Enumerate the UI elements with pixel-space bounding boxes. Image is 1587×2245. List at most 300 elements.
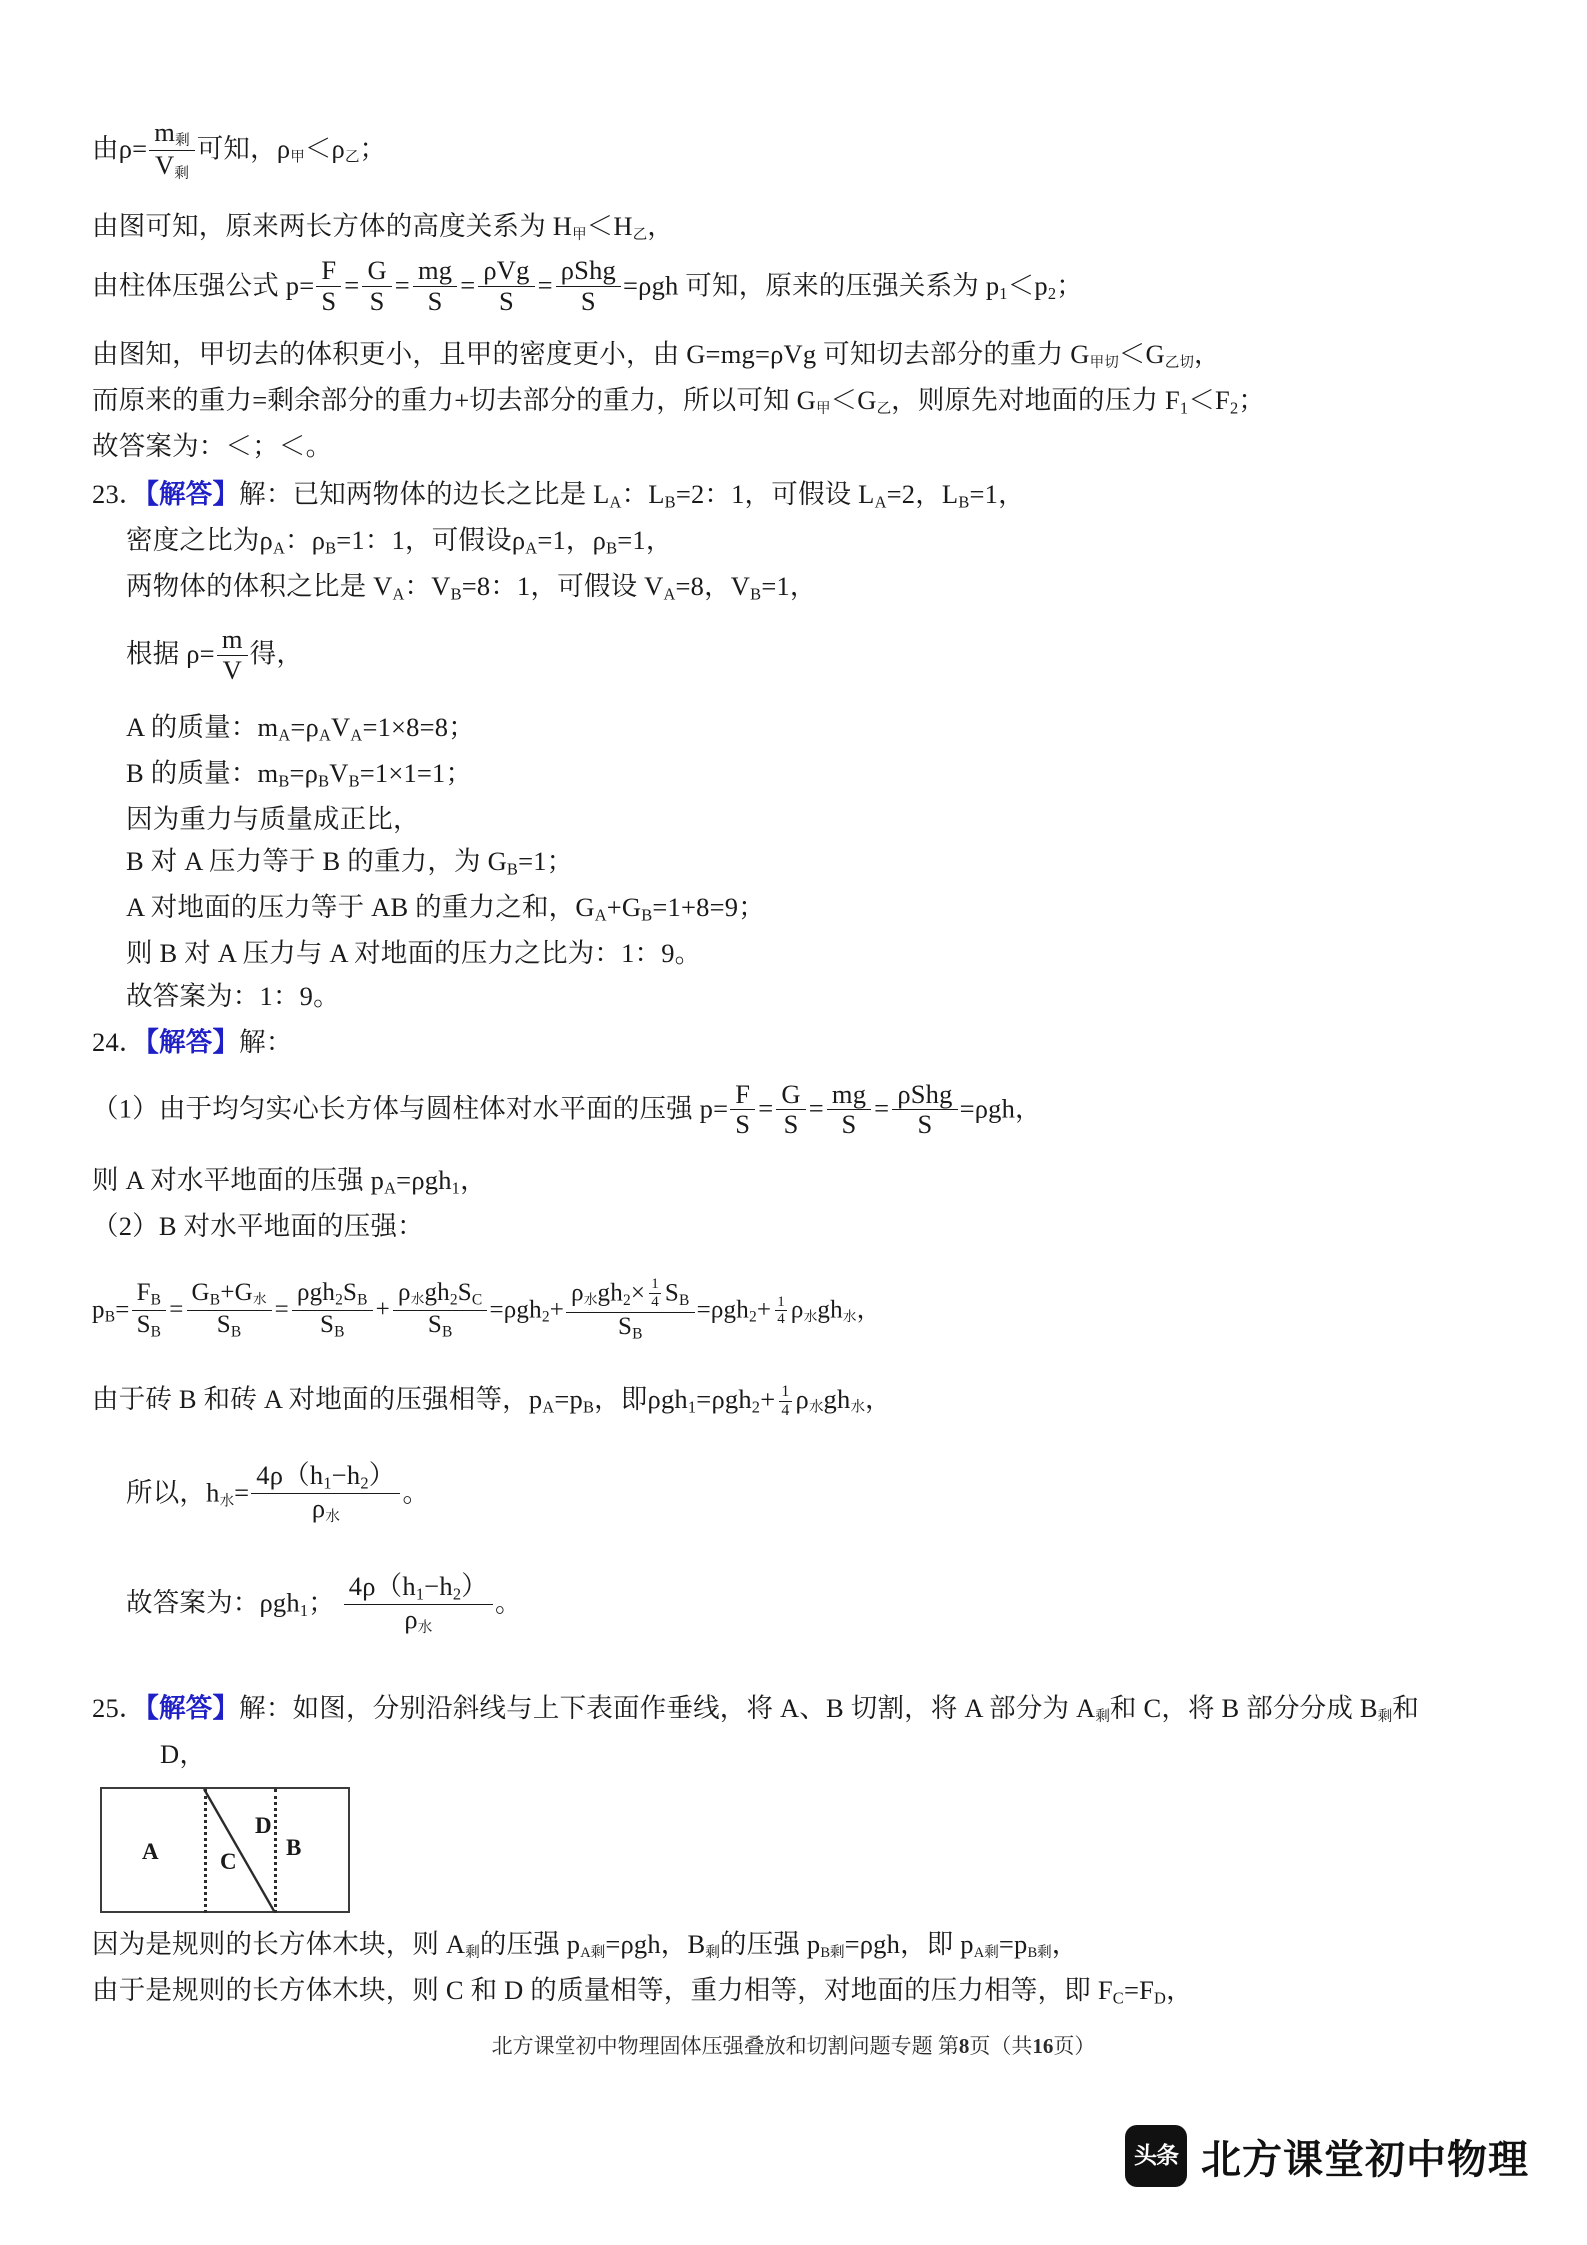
text: 如图，分别沿斜线与上下表面作垂线，将 A、B 切割，将 A 部分为 A — [292, 1693, 1096, 1724]
text: B 对 A 压力等于 B 的重力，为 G — [126, 846, 507, 877]
fraction-rhowater-gh2-quarter-SB-over-SB — [566, 1278, 694, 1343]
text: =2：1，可假设 L — [675, 479, 875, 510]
text: ：V — [404, 571, 451, 602]
numerator-subscript: 剩 — [175, 132, 190, 149]
sec22-line-5 — [92, 384, 1512, 418]
brand-name: 北方课堂初中物理 — [1201, 2137, 1529, 2182]
subscript: 乙切 — [1164, 354, 1194, 371]
text: 。 — [402, 1477, 430, 1508]
fraction-one-quarter — [772, 1295, 790, 1329]
text: 密度之比为ρ — [126, 525, 273, 556]
numerator: F — [730, 1081, 755, 1111]
brand-watermark — [1125, 2125, 1529, 2187]
text: =ρgh — [696, 1383, 752, 1414]
subscript: B — [334, 1323, 345, 1341]
rho-symbol: ρ — [276, 133, 291, 164]
text: ，则原先对地面的压力 F — [891, 384, 1180, 415]
text: 已知两物体的边长之比是 L — [292, 479, 610, 510]
numerator: G — [776, 1081, 805, 1111]
text: ， — [865, 1383, 892, 1414]
less-than: ＜ — [586, 211, 614, 242]
subscript: 水 — [325, 1508, 340, 1525]
subscript: 水 — [803, 1308, 818, 1324]
sec23-line-5 — [92, 711, 1512, 745]
subscript: 2 — [748, 1308, 757, 1326]
numerator: 1 — [651, 1276, 659, 1293]
denominator: S — [427, 286, 443, 317]
subscript: 乙 — [632, 226, 648, 243]
sec22-line-1 — [92, 116, 1512, 183]
sec24-answer — [92, 1571, 1512, 1637]
fraction-GB-plus-Gwater-over-SB — [187, 1280, 272, 1340]
subscript: 2 — [622, 1291, 631, 1309]
subscript: 2 — [452, 1584, 462, 1604]
text: S — [343, 1279, 358, 1307]
fraction-rhowater-gh2-SC-over-SB — [393, 1280, 487, 1340]
denominator-subscript: 剩 — [174, 165, 189, 182]
text: 可知， — [196, 133, 277, 164]
plus: + — [760, 1383, 776, 1414]
text: =ρgh，即 p — [844, 1929, 974, 1960]
subscript: C — [1112, 1988, 1124, 2008]
subscript: B — [150, 1323, 162, 1341]
sec25-line-4 — [92, 1974, 1512, 2008]
subscript: 2 — [449, 1291, 458, 1309]
subscript: B — [278, 771, 290, 791]
text: =1， — [761, 571, 817, 602]
denominator: 4 — [777, 1311, 785, 1328]
subscript: 1 — [415, 1584, 425, 1604]
sec23-line-10: 则 B 对 A 压力与 A 对地面的压力之比为：1：9。 — [126, 938, 702, 969]
text: =8，V — [675, 571, 751, 602]
text: ， — [460, 1164, 487, 1195]
equals: = — [234, 1477, 250, 1508]
text: （1）由于均匀实心长方体与圆柱体对水平面的压强 p — [92, 1093, 714, 1124]
sec24-line-3: （2）B 对水平地面的压强： — [92, 1210, 424, 1241]
subscript: B — [750, 584, 762, 604]
numerator: F — [136, 1279, 151, 1307]
sec24-pB-equation — [92, 1276, 1512, 1344]
text: =ρgh — [696, 1296, 749, 1324]
subscript: 1 — [999, 283, 1008, 303]
subscript: B — [958, 492, 970, 512]
denominator: V — [222, 654, 242, 685]
text: ； — [1238, 384, 1266, 415]
text: 由于是规则的长方体木块，则 C 和 D 的质量相等，重力相等，对地面的压力相等，即 F — [92, 1974, 1113, 2005]
subscript: A — [542, 1397, 555, 1417]
sec22-line-3: 由柱体压强公式 p= $\frac{F}{S}$ = $\frac{G}{S}$ = $\frac{mg}{S}$ = $\frac{\text{ρVg}}{S}$ = $\frac{\text{ρShg}}{S}$ =ρgh 可知，原来的压强关系为 $p_1<p_2$； — [92, 255, 1083, 317]
subscript: 甲 — [815, 400, 831, 417]
rho-symbol: ρ — [118, 133, 133, 164]
text: =ρgh — [396, 1164, 452, 1195]
numerator: ρShg — [892, 1081, 957, 1111]
subscript: 水 — [808, 1399, 824, 1416]
plus: + — [375, 1296, 390, 1324]
fraction-m-over-V — [217, 623, 248, 685]
fraction-mg-over-S — [413, 257, 457, 316]
text: 而原来的重力=剩余部分的重力+切去部分的重力，所以可知 G — [92, 384, 816, 415]
subscript: A — [272, 538, 285, 558]
denominator: S — [783, 1109, 799, 1140]
footer-page-number: 8 — [958, 2034, 970, 2058]
fraction-G-over-S — [362, 257, 391, 316]
section-number: 24． — [92, 1027, 146, 1058]
subscript: B — [357, 1291, 368, 1309]
footer-total-pages: 16 — [1032, 2034, 1054, 2058]
text: =ρ — [289, 757, 319, 788]
equals: = — [274, 1296, 289, 1324]
sec25-line-1 — [92, 1695, 1512, 1724]
subscript: B — [679, 1291, 690, 1309]
sec24-line-1: （1）由于均匀实心长方体与圆柱体对水平面的压强 p= $\frac{F}{S}$ = $\frac{G}{S}$ = $\frac{mg}{S}$ = $\frac{\text{ρShg}}{S}$ =ρgh， — [92, 1078, 1042, 1140]
less-than: ＜ — [1188, 384, 1216, 415]
numerator: 4ρ（h — [256, 1460, 324, 1491]
subscript: 甲 — [290, 149, 305, 166]
text: =1：1，可假设ρ — [336, 525, 526, 556]
fraction-rho-gh2-SB-over-SB — [292, 1280, 373, 1340]
text: ） — [461, 1571, 488, 1602]
text: 故答案为：ρgh — [126, 1587, 300, 1618]
subscript: B剩 — [820, 1944, 845, 1961]
subscript: 剩 — [1377, 1709, 1393, 1726]
text: S — [664, 1279, 680, 1307]
sec24-line-5 — [92, 1384, 1512, 1419]
numerator: ρ — [571, 1279, 584, 1307]
subscript: B — [104, 1308, 116, 1326]
text: =1+8=9； — [652, 892, 765, 923]
text: =1，ρ — [537, 525, 607, 556]
subscript: 水 — [252, 1291, 267, 1307]
text: 由于砖 B 和砖 A 对地面的压强相等，p — [92, 1383, 543, 1414]
subscript: 水 — [842, 1308, 857, 1324]
footer-text: 页） — [1053, 2034, 1096, 2058]
text: =1×8=8； — [362, 711, 475, 742]
text: 由柱体压强公式 p — [92, 269, 300, 300]
denominator: S — [216, 1310, 231, 1338]
text: ； — [308, 1587, 335, 1618]
numerator: mg — [413, 257, 457, 287]
subscript: 甲切 — [1089, 354, 1119, 371]
text: gh — [597, 1279, 623, 1307]
subscript: A剩 — [973, 1944, 999, 1961]
subscript: B — [641, 905, 653, 925]
text: V — [329, 757, 349, 788]
sec23-line-1 — [92, 481, 1512, 511]
denominator: ρ — [311, 1493, 326, 1524]
numerator: m — [154, 116, 176, 147]
fraction-one-quarter — [646, 1277, 664, 1311]
sec23-line-4 — [92, 623, 1512, 686]
subscript: B — [582, 1397, 595, 1417]
subscript: 剩 — [1095, 1709, 1110, 1726]
fraction-m-over-V — [149, 116, 194, 182]
subscript: B — [325, 538, 337, 558]
text: 所以，h — [126, 1477, 220, 1508]
text: 和 C，将 B 部分分成 B — [1109, 1693, 1378, 1724]
subscript: 2 — [1230, 398, 1239, 418]
sec23-answer: 故答案为：1：9。 — [126, 980, 340, 1011]
subscript: B — [606, 538, 618, 558]
sec23-line-9 — [92, 894, 1512, 924]
subscript: B — [318, 771, 330, 791]
fraction-rhoVg-over-S — [478, 257, 534, 316]
text: 由 — [92, 133, 119, 164]
sec23-line-2 — [92, 527, 1512, 557]
subscript: B — [506, 859, 519, 879]
equals: = — [299, 269, 315, 300]
subscript: A — [594, 905, 607, 925]
subscript: 剩 — [705, 1944, 720, 1961]
numerator: ρVg — [478, 257, 534, 287]
text: ； — [1056, 269, 1083, 300]
subscript: 1 — [451, 1178, 461, 1198]
text: 两物体的体积之比是 V — [126, 571, 393, 602]
numerator: 1 — [781, 1382, 790, 1400]
text: G — [857, 384, 877, 415]
subscript: 2 — [541, 1308, 550, 1326]
text: ，即ρgh — [594, 1383, 688, 1414]
text: 由图知，甲切去的体积更小，且甲的密度更小，由 G=mg=ρVg 可知切去部分的重力 G — [92, 339, 1090, 370]
text: ， — [1166, 1974, 1193, 2005]
sec23-line-7: 因为重力与质量成正比， — [126, 803, 420, 834]
subscript: 水 — [850, 1399, 866, 1416]
sec24-line-6 — [92, 1460, 1512, 1527]
text: 根据 — [126, 638, 187, 669]
text: 的压强 p — [479, 1929, 581, 1960]
page-content — [92, 116, 1512, 2023]
subscript: 剩 — [465, 1944, 480, 1961]
footer-title: 北方课堂初中物理固体压强叠放和切割问题专题 第 — [491, 2034, 959, 2058]
sec22-answer: 故答案为：＜；＜。 — [92, 430, 333, 461]
subscript: B — [632, 1325, 643, 1343]
subscript: A — [663, 584, 676, 604]
numerator: G — [362, 257, 391, 287]
plus: + — [756, 1296, 772, 1324]
subscript: B剩 — [1027, 1944, 1052, 1961]
text: =1； — [518, 846, 574, 877]
text: =8：1，可假设 V — [461, 571, 664, 602]
text: A 对地面的压力等于 AB 的重力之和，G — [126, 892, 595, 923]
text: ， — [856, 1296, 882, 1324]
sec23-line-8 — [92, 848, 1512, 878]
text: ； — [359, 133, 387, 164]
answer-tag: 【解答】 — [145, 1027, 240, 1058]
subscript: 1 — [323, 1473, 332, 1493]
text: G — [1145, 339, 1165, 370]
subscript: A — [609, 492, 622, 512]
denominator: S — [735, 1109, 751, 1140]
less-than: ＜ — [304, 133, 332, 164]
subscript: 1 — [299, 1601, 309, 1621]
subscript: B — [150, 1291, 162, 1309]
fraction-h-water-result — [344, 1573, 493, 1636]
text: =F — [1123, 1974, 1155, 2005]
numerator: ρ — [397, 1279, 411, 1307]
denominator: S — [580, 286, 596, 317]
sec25-line-2: D， — [160, 1738, 207, 1769]
text: p — [92, 1296, 105, 1324]
equals: = — [132, 133, 148, 164]
subscript: B — [230, 1323, 242, 1341]
fraction-F-over-S — [316, 257, 341, 316]
subscript: 水 — [583, 1291, 598, 1307]
text: =p — [554, 1383, 583, 1414]
equals: = — [713, 1093, 729, 1124]
denominator: S — [320, 1310, 335, 1338]
text: gh — [817, 1296, 843, 1324]
diagram-label-A: A — [142, 1839, 159, 1865]
denominator: S — [917, 1109, 933, 1140]
text: ρ — [790, 1296, 804, 1324]
equals: = — [115, 1296, 130, 1324]
text: ， — [1193, 339, 1221, 370]
text: 由图可知，原来两长方体的高度关系为 H — [92, 211, 573, 242]
toutiao-logo-icon: 头条 — [1125, 2125, 1187, 2187]
fraction-rhoShg-over-S — [556, 257, 621, 316]
text: ：L — [621, 479, 665, 510]
diagram-label-C: C — [220, 1849, 237, 1875]
text: ρ — [795, 1383, 809, 1414]
text: =ρgh 可知，原来的压强关系为 p — [623, 269, 1000, 300]
subscript: A — [525, 538, 538, 558]
fraction-rhoShg-over-S — [892, 1078, 957, 1140]
subscript: A — [278, 725, 291, 745]
text: =p — [998, 1929, 1028, 1960]
subscript: 2 — [360, 1473, 369, 1493]
denominator: S — [499, 286, 514, 317]
text: =1， — [617, 525, 673, 556]
sec25-line-3 — [92, 1931, 1512, 1960]
subscript: 1 — [1179, 398, 1189, 418]
sec22-line-2 — [92, 213, 1512, 242]
subscript: 2 — [751, 1397, 761, 1417]
subscript: B — [450, 584, 462, 604]
subscript: B — [664, 492, 676, 512]
text: 解： — [239, 1027, 293, 1058]
text: 得， — [249, 638, 304, 669]
subscript: A — [384, 1178, 397, 1198]
page-footer — [0, 2030, 1587, 2060]
sec23-line-3 — [92, 573, 1512, 603]
subscript: 乙 — [344, 149, 360, 166]
fraction-h-water-result — [251, 1462, 400, 1525]
numerator: 4ρ（h — [348, 1571, 416, 1602]
subscript: C — [471, 1291, 483, 1309]
fraction-F-over-S — [730, 1078, 755, 1140]
text: ：ρ — [285, 525, 326, 556]
text: ， — [647, 211, 674, 242]
text: gh — [424, 1279, 450, 1307]
subscript: 1 — [687, 1397, 697, 1417]
section-number: 23． — [92, 479, 146, 510]
numerator: mg — [827, 1081, 871, 1111]
text: F — [1215, 384, 1230, 415]
text: 则 A 对水平地面的压强 p — [92, 1164, 385, 1195]
denominator: ρ — [404, 1603, 418, 1634]
text: =ρgh — [489, 1296, 542, 1324]
text: −h — [424, 1571, 453, 1602]
text: −h — [331, 1460, 361, 1491]
rho-symbol: ρ — [331, 133, 345, 164]
subscript: A — [392, 584, 405, 604]
text: p — [1034, 269, 1048, 300]
plus: + — [549, 1296, 565, 1324]
subscript: B — [442, 1323, 453, 1341]
rho-symbol: ρ — [186, 638, 200, 669]
text: 解： — [239, 479, 293, 510]
text: S — [457, 1279, 472, 1307]
text: H — [613, 211, 633, 242]
subscript: A — [350, 725, 363, 745]
text: V — [331, 711, 351, 742]
sec24-header — [92, 1029, 1512, 1056]
fraction-mg-over-S — [827, 1078, 871, 1140]
text: =ρgh，B — [605, 1929, 706, 1960]
numerator: ρShg — [556, 257, 621, 287]
denominator: S — [618, 1313, 633, 1341]
denominator: V — [155, 149, 175, 180]
subscript: 水 — [219, 1492, 235, 1509]
text: B 的质量：m — [126, 757, 279, 788]
sec23-line-6 — [92, 757, 1512, 791]
denominator: S — [427, 1310, 442, 1338]
numerator: ρgh — [296, 1279, 336, 1307]
text: =ρ — [290, 711, 319, 742]
text: 因为是规则的长方体木块，则 A — [92, 1929, 466, 1960]
section-number: 25． — [92, 1693, 146, 1724]
text: ） — [368, 1460, 396, 1491]
text: 解： — [239, 1693, 293, 1724]
text: gh — [823, 1383, 851, 1414]
text: =1×1=1； — [359, 757, 473, 788]
fraction-G-over-S — [776, 1078, 805, 1140]
subscript: 水 — [410, 1291, 425, 1307]
text: A 的质量：m — [126, 711, 279, 742]
text: ， — [1051, 1929, 1079, 1960]
answer-tag: 【解答】 — [145, 479, 240, 510]
text: =1， — [969, 479, 1025, 510]
numerator: F — [316, 257, 341, 287]
denominator: S — [136, 1310, 151, 1338]
subscript: B — [348, 771, 360, 791]
denominator: S — [369, 286, 385, 317]
numerator: m — [217, 626, 248, 656]
sec24-line-2 — [92, 1164, 1512, 1198]
less-than: ＜ — [1118, 339, 1146, 370]
diagram-label-B: B — [286, 1835, 302, 1861]
subscript: 乙 — [876, 400, 892, 417]
subscript: D — [1154, 1988, 1167, 2008]
equals: = — [169, 1296, 184, 1324]
text: =2，L — [886, 479, 959, 510]
text: 。 — [494, 1587, 522, 1618]
subscript: 2 — [1047, 283, 1057, 303]
subscript: 甲 — [572, 226, 587, 243]
subscript: 水 — [417, 1619, 433, 1636]
text: =ρgh， — [959, 1093, 1042, 1124]
numerator: G — [191, 1279, 210, 1307]
subscript: 2 — [335, 1291, 344, 1309]
less-than: ＜ — [1007, 269, 1035, 300]
numerator: 1 — [777, 1293, 785, 1310]
footer-text: 页（共 — [969, 2034, 1033, 2058]
diagram-label-D: D — [255, 1813, 272, 1839]
equals: = — [199, 638, 215, 669]
text: 的压强 p — [719, 1929, 821, 1960]
text: +G — [606, 892, 642, 923]
answer-tag: 【解答】 — [145, 1693, 240, 1724]
denominator: 4 — [651, 1294, 659, 1311]
